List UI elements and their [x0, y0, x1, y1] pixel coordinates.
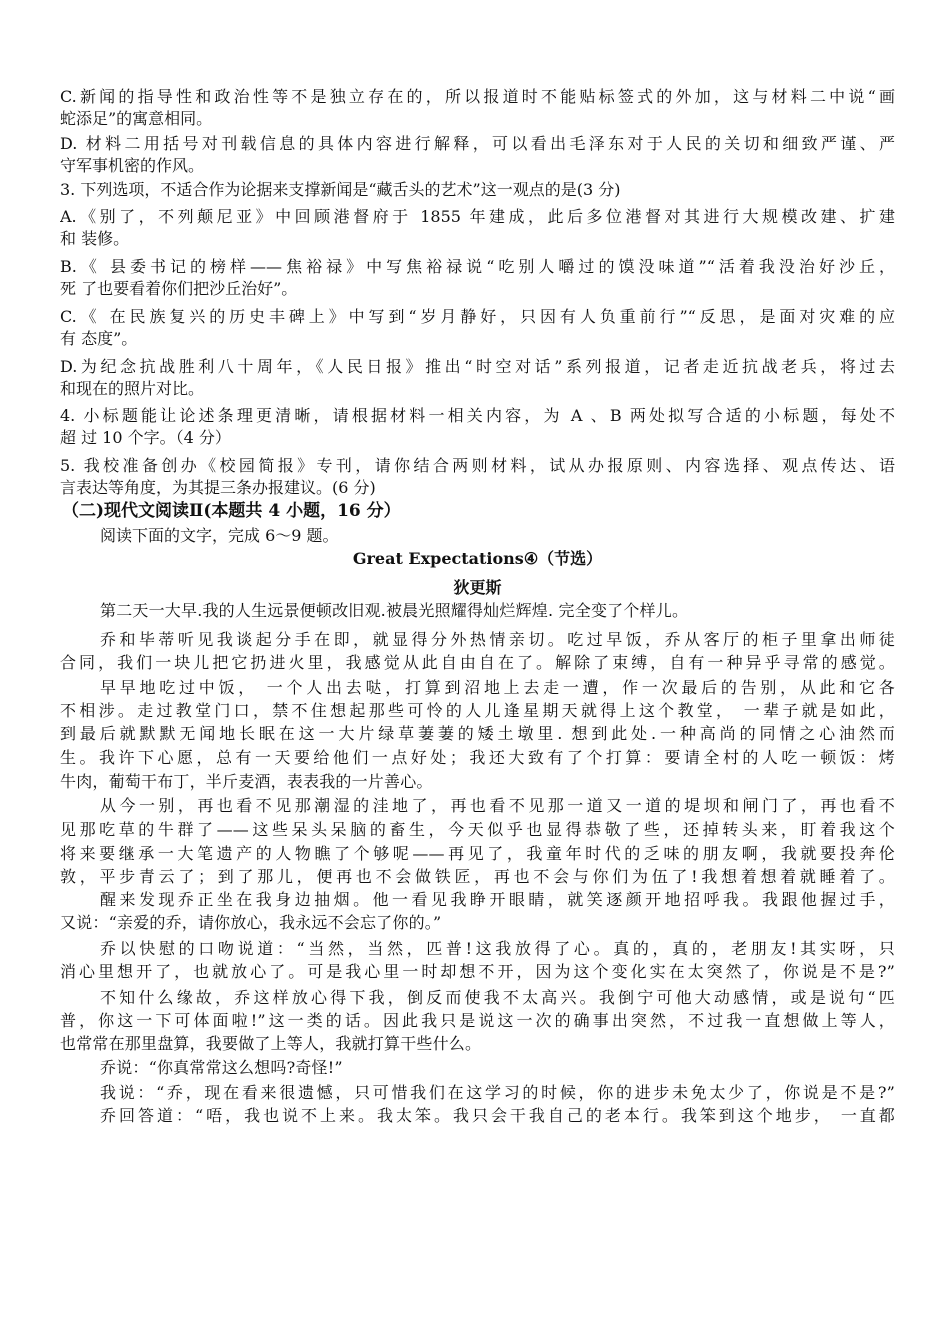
- story-p4-line1: 从今一别，再也看不见那潮湿的洼地了，再也看不见那一道又一道的堤坝和闸门了，再也看不: [100, 796, 895, 815]
- story-paragraph-8: 乔说：“你真常常这么想吗?奇怪!”: [100, 1058, 343, 1077]
- story-p3-line3: 到最后就默默无闻地长眠在这一大片绿草萋萋的矮土墩里. 想到此处.一种高尚的同情之心油然而: [60, 724, 895, 743]
- story-p5-line1: 醒来发现乔正坐在我身边抽烟。他一看见我睁开眼睛，就笑逐颜开地招呼我。我跟他握过手，: [100, 890, 895, 909]
- q3-option-d-line2: 和现在的照片对比。: [60, 379, 205, 398]
- story-p3-line2: 不相涉。走过教堂门口，禁不住想起那些可怜的人儿逢星期天就得上这个教堂， 一辈子就是如此，: [60, 701, 895, 720]
- passage-author: 狄更斯: [453, 578, 502, 597]
- q3-stem: 3. 下列选项，不适合作为论据来支撑新闻是“藏舌头的艺术”这一观点的是(3 分): [60, 180, 621, 199]
- story-p6-line1: 乔以快慰的口吻说道：“当然，当然，匹普!这我放得了心。真的，真的，老朋友!其实呀，只: [100, 939, 895, 958]
- q5-line2: 言表达等角度，为其提三条办报建议。(6 分): [60, 478, 376, 497]
- passage-title: Great Expectations④（节选）: [352, 549, 603, 568]
- q3-option-a-line1: A.《别了，不列颠尼亚》中回顾港督府于 1855 年建成，此后多位港督对其进行大规模改建、扩建: [60, 207, 895, 226]
- story-p2-line1: 乔和毕蒂听见我谈起分手在即，就显得分外热情亲切。吃过早饭，乔从客厅的柜子里拿出师徒: [100, 630, 895, 649]
- story-p4-line4: 敦，平步青云了；到了那儿，便再也不会做铁匠，再也不会与你们为伍了!我想着想着就睡着了。: [60, 867, 895, 886]
- story-p7-line1: 不知什么缘故，乔这样放心得下我，倒反而使我不太高兴。我倒宁可他大动感情，或是说句“匹: [100, 988, 895, 1007]
- story-paragraph-1: 第二天一大早.我的人生远景便顿改旧观.被晨光照耀得灿烂辉煌. 完全变了个样儿。: [100, 601, 689, 620]
- q4-line2: 超 过 10 个字。（4 分）: [60, 428, 231, 447]
- q2-option-d-line2: 守军事机密的作风。: [60, 156, 205, 175]
- story-p4-line3: 将来要继承一大笔遗产的人物瞧了个够呢——再见了，我童年时代的乏味的朋友啊，我就要投奔伦: [60, 844, 895, 863]
- q2-option-d-line1: D. 材料二用括号对刊载信息的具体内容进行解释，可以看出毛泽东对于人民的关切和细致严谨、严: [60, 134, 895, 153]
- q3-option-b-line1: B.《 县委书记的榜样——焦裕禄》中写焦裕禄说“吃别人嚼过的馍没味道”“活着我没治好沙丘，: [60, 257, 895, 276]
- q3-option-c-line2: 有 态度”。: [60, 329, 138, 348]
- story-paragraph-10: 乔回答道：“唔，我也说不上来。我太笨。我只会干我自己的老本行。我笨到这个地步， 一直都: [100, 1106, 895, 1125]
- story-p5-line2: 又说：“亲爱的乔，请你放心，我永远不会忘了你的。”: [60, 913, 442, 932]
- story-p3-line5: 牛肉，葡萄干布丁，半斤麦酒，表表我的一片善心。: [60, 772, 433, 791]
- section-heading: （二)现代文阅读Ⅱ(本题共 4 小题，16 分）: [62, 501, 401, 521]
- story-p3-line4: 生。我许下心愿，总有一天要给他们一点好处；我还大致有了个打算：要请全村的人吃一顿饭：烤: [60, 748, 895, 767]
- story-p6-line2: 消心里想开了，也就放心了。可是我心里一时却想不开，因为这个变化实在太突然了，你说是不是?”: [60, 962, 895, 981]
- q4-line1: 4. 小标题能让论述条理更清晰，请根据材料一相关内容，为 A 、B 两处拟写合适的小标题，每处不: [60, 406, 895, 425]
- q5-line1: 5. 我校准备创办《校园简报》专刊，请你结合两则材料，试从办报原则、内容选择、观点传达、语: [60, 456, 895, 475]
- story-p2-line2: 合同，我们一块儿把它扔进火里，我感觉从此自由自在了。解除了束缚，自有一种异乎寻常的感觉。: [60, 653, 895, 672]
- q3-option-b-line2: 死 了也要看着你们把沙丘治好”。: [60, 279, 298, 298]
- q2-option-c-line2: 蛇添足”的寓意相同。: [60, 109, 213, 128]
- section-instruction: 阅读下面的文字，完成 6～9 题。: [100, 526, 339, 545]
- q3-option-d-line1: D.为纪念抗战胜利八十周年，《人民日报》推出“时空对话”系列报道，记者走近抗战老兵，将过去: [60, 357, 895, 376]
- story-p7-line3: 也常常在那里盘算，我要做了上等人，我就打算干些什么。: [60, 1034, 482, 1053]
- q2-option-c-line1: C.新闻的指导性和政治性等不是独立存在的，所以报道时不能贴标签式的外加，这与材料二中说“画: [60, 87, 895, 106]
- q3-option-c-line1: C.《 在民族复兴的历史丰碑上》中写到“岁月静好，只因有人负重前行”“反思，是面对灾难的应: [60, 307, 895, 326]
- story-p7-line2: 普，你这一下可体面啦!”这一类的话。因此我只是说这一次的确事出突然，不过我一直想做上等人，: [60, 1011, 895, 1030]
- story-p4-line2: 见那吃草的牛群了——这些呆头呆脑的畜生，今天似乎也显得恭敬了些，还掉转头来，盯着我这个: [60, 820, 895, 839]
- story-paragraph-9: 我说：“乔，现在看来很遗憾，只可惜我们在这学习的时候，你的进步未免太少了，你说是不是?”: [100, 1083, 895, 1102]
- story-p3-line1: 早早地吃过中饭， 一个人出去哒，打算到沼地上去走一遭，作一次最后的告别，从此和它各: [100, 678, 895, 697]
- q3-option-a-line2: 和 装修。: [60, 229, 130, 248]
